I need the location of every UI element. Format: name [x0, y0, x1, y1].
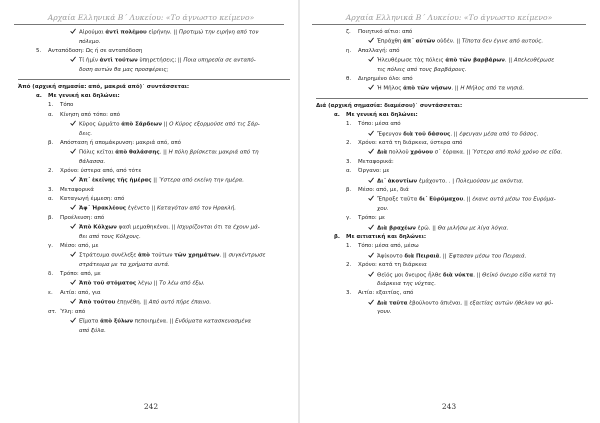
checkmark-icon: [70, 56, 79, 66]
line-text: Ἡ Μῆλος: [377, 85, 404, 92]
highlighted-phrase: Ἀπὸ τούτου: [79, 299, 116, 306]
example-continuation: [18, 130, 286, 139]
line-text: ||: [161, 121, 170, 128]
highlighted-phrase: ἀπὸ τῶν νήσων: [403, 85, 452, 92]
meaning-item: [18, 111, 286, 120]
highlighted-phrase: ἀντὶ πολέμου: [105, 29, 147, 36]
right-page-number: 243: [441, 402, 457, 411]
highlighted-phrase: διὰ Πειραιᾶ: [404, 253, 440, 260]
line-text: Τόπο: μέσα από, μέσω: [358, 243, 419, 250]
section-heading: [18, 83, 286, 92]
translation-text: Ο Κύρος εξορμούσε από τις Σάρ-: [169, 121, 260, 128]
line-text: Χρόνο: ύστερα από, από τότε: [60, 167, 142, 174]
line-text: ὑπηρετήσεις; ||: [137, 57, 184, 64]
example-line: [18, 56, 286, 66]
translation-text: στράτευμα με τα χρήματα αυτά.: [79, 261, 170, 268]
meaning-item: [316, 28, 584, 37]
item-label: 2.: [346, 262, 352, 269]
meaning-item: [316, 120, 584, 129]
meaning-item: [18, 47, 286, 56]
line-text: λέγω ||: [136, 280, 160, 287]
line-text: Μεταφορικά:: [358, 159, 394, 166]
item-label: β.: [346, 187, 352, 194]
highlighted-phrase: Διὰ βραχέων: [377, 225, 416, 232]
example-continuation: [316, 280, 584, 289]
line-text: Ανταπόδοση: Ως ή σε ανταπόδοση: [48, 47, 143, 54]
line-text: . ||: [451, 85, 461, 92]
left-page-body: [10, 25, 292, 336]
line-text: Απαλλαγή: από: [358, 47, 400, 54]
line-text: Ύλη: από: [60, 308, 86, 315]
left-page: [10, 0, 292, 423]
translation-text: τις πόλεις από τους βαρβάρους.: [377, 66, 467, 73]
line-text: Ἀπό (αρχική σημασία: από, μακριά από)˙ συντάσσεται:: [18, 84, 190, 91]
line-text: Εἵματα: [79, 318, 101, 325]
line-text: . ||: [473, 272, 483, 279]
line-text: ἐρῶ. ||: [415, 225, 438, 232]
highlighted-phrase: ἀπὸ τῶν βαρβάρων: [445, 57, 505, 64]
line-text: οὐδέν. ||: [435, 38, 462, 45]
line-text: . ||: [219, 252, 229, 259]
translation-text: Τίποτα δεν έγινε από αυτούς.: [461, 38, 544, 45]
translation-text: από ξύλα.: [79, 327, 106, 334]
line-text: Θεῖός μοι ὄνειρος ἦλθε: [377, 272, 443, 279]
meaning-item: [316, 158, 584, 167]
checkmark-icon: [368, 224, 377, 234]
translation-text: Καταγόταν από τον Ηρακλή.: [156, 205, 237, 212]
translation-text: Έφτασαν μέσω του Πειραιά.: [448, 253, 527, 260]
line-text: Μέσο: από, με: [60, 242, 99, 249]
meaning-item: [316, 214, 584, 223]
case-heading: [316, 233, 584, 242]
highlighted-phrase: χρόνου: [410, 149, 433, 156]
checkmark-icon: [368, 148, 377, 158]
case-heading: [316, 111, 584, 120]
line-text: Με γενική και δηλώνει:: [346, 112, 418, 119]
example-continuation: [18, 261, 286, 270]
line-text: . ||: [463, 196, 473, 203]
line-text: Προέλευση: από: [60, 214, 105, 221]
translation-text: διάρκεια της νύχτας.: [377, 281, 436, 288]
translation-text: Η Μήλος από τα νησιά.: [460, 85, 525, 92]
translation-text: έφευγαν μέσα από το δάσος.: [459, 131, 539, 138]
checkmark-icon: [368, 195, 377, 205]
line-text: Αἰρούμαι: [79, 29, 106, 36]
line-text: Αιτία: από, για: [60, 289, 101, 296]
highlighted-phrase: ἀντὶ τούτων: [99, 57, 138, 64]
example-line: [316, 56, 584, 66]
line-text: σ΄ ἑόρακα. ||: [432, 149, 472, 156]
item-label: γ.: [48, 242, 54, 249]
left-running-head: Αρχαία Ελληνικά Β΄ Λυκείου: «Το άγνωστο κείμενο»: [47, 13, 255, 22]
highlighted-phrase: Ἀπὸ Κόλχων: [79, 224, 117, 231]
example-continuation: [18, 233, 286, 242]
line-text: Κῦρος ὡρμᾶτο: [79, 121, 122, 128]
translation-text: Ισχυρίζονται ότι τα έχουν μά-: [177, 224, 260, 231]
line-text: Όργανο: με: [358, 168, 390, 175]
translation-text: Το λέω από έξω.: [159, 280, 205, 287]
line-text: τούτων: [149, 252, 175, 259]
example-line: [316, 148, 584, 158]
meaning-item: [316, 261, 584, 270]
checkmark-icon: [368, 130, 377, 140]
translation-text: Η πόλη βρίσκεται μακριά από τη: [168, 149, 259, 156]
section-divider: [316, 98, 588, 99]
example-continuation: [18, 66, 286, 75]
meaning-item: [18, 214, 286, 223]
line-text: Μέσο: από, με, διά: [358, 187, 409, 194]
meaning-item: [316, 47, 584, 56]
highlighted-phrase: ἀπὸ ξύλων: [100, 318, 133, 325]
line-text: Διά (αρχική σημασία: διαμέσου)˙ συντάσσεται:: [316, 102, 463, 109]
example-line: [316, 271, 584, 281]
line-text: Τρόπο: με: [358, 215, 385, 222]
translation-text: Ποια υπηρεσία σε ανταπό-: [183, 57, 256, 64]
example-continuation: [316, 205, 584, 214]
translation-text: Ύστερα από πολύ χρόνο σε είδα.: [471, 149, 563, 156]
highlighted-phrase: Διὰ ταῦτα: [377, 300, 408, 307]
line-text: πεποιημένα. ||: [132, 318, 176, 325]
line-text: Χρόνο: κατά τη διάρκεια: [358, 262, 427, 269]
checkmark-icon: [368, 56, 377, 66]
meaning-item: [18, 270, 286, 279]
meaning-item: [316, 289, 584, 298]
line-text: Απόσταση ή απομάκρυνση: μακριά από, από: [60, 139, 181, 146]
line-text: Ποιητικό αίτιο: από: [358, 29, 413, 35]
line-text: Τόπο: μέσα από: [358, 121, 401, 128]
meaning-item: [18, 195, 286, 204]
example-line: [18, 223, 286, 233]
item-label: θ.: [346, 76, 352, 83]
meaning-item: [316, 186, 584, 195]
translation-text: θει από τους Κόλχους.: [79, 233, 141, 240]
section-divider: [18, 79, 290, 80]
line-text: Κίνηση από τόπο: από: [60, 111, 121, 118]
line-text: Αιτία: εξαιτίας, από: [358, 290, 414, 297]
item-label: α.: [48, 111, 54, 118]
right-page-body: [308, 25, 590, 318]
translation-text: Θεϊκό όνειρο είδα κατά τη: [482, 272, 556, 279]
checkmark-icon: [70, 204, 79, 214]
checkmark-icon: [368, 37, 377, 47]
translation-text: γουν.: [377, 309, 392, 316]
item-label: 1.: [346, 121, 352, 128]
highlighted-phrase: Ἀπὸ τοῦ στόματος: [79, 280, 137, 287]
translation-text: συγκέντρωσε: [228, 252, 266, 259]
example-line: [18, 204, 286, 214]
checkmark-icon: [368, 271, 377, 281]
line-text: Μεταφορικά: [60, 186, 94, 193]
translation-text: πόλεμο.: [79, 38, 101, 45]
item-label: α.: [346, 168, 352, 175]
line-text: ἐπῃνέθη. ||: [115, 299, 149, 306]
translation-text: θάλασσα.: [79, 158, 106, 165]
line-text: Με αιτιατική και δηλώνει:: [346, 234, 427, 241]
meaning-item: [18, 186, 286, 195]
checkmark-icon: [70, 223, 79, 233]
line-text: . ||: [450, 131, 460, 138]
highlighted-phrase: τῶν χρημάτων: [174, 252, 220, 259]
highlighted-phrase: ἀπ΄ αὐτῶν: [403, 38, 436, 45]
item-label: 1.: [346, 243, 352, 250]
example-continuation: [18, 38, 286, 47]
right-page: [308, 0, 590, 423]
translation-text: Ενδύματα κατασκευασμένα: [175, 318, 252, 325]
meaning-item: [18, 139, 286, 148]
line-text: Τρόπο: από, με: [60, 271, 101, 278]
translation-text: Ύστερα από εκείνη την ημέρα.: [158, 177, 244, 184]
translation-text: Θα μιλήσω με λίγα λόγια.: [437, 225, 509, 232]
line-text: ἐμάχοντο. . |: [417, 178, 456, 185]
highlighted-phrase: διὰ τοῦ δάσους: [403, 131, 451, 138]
section-heading: [316, 102, 584, 111]
line-text: εἰρήνην. ||: [146, 29, 179, 36]
line-text: Ἔφευγον: [377, 131, 404, 138]
highlighted-phrase: δι΄ Εὐρύμαχου: [418, 196, 464, 203]
example-line: [316, 37, 584, 47]
item-label: δ.: [48, 271, 54, 278]
line-text: Στράτευμα συνέλεξε: [79, 252, 138, 259]
checkmark-icon: [70, 120, 79, 130]
translation-text: εξαιτίας αυτών ήθελαν να φύ-: [469, 300, 554, 307]
checkmark-icon: [70, 148, 79, 158]
translation-text: δεις.: [79, 130, 93, 137]
example-line: [18, 120, 286, 130]
meaning-item: [18, 242, 286, 251]
highlighted-phrase: Ἀπ΄ ἐκείνης τῆς ἡμέρας: [79, 177, 152, 184]
item-label: 3.: [48, 186, 54, 193]
example-line: [18, 279, 286, 289]
item-label: β.: [334, 234, 341, 241]
example-continuation: [316, 66, 584, 75]
line-text: . ||: [504, 57, 514, 64]
item-label: 2.: [48, 167, 54, 174]
example-continuation: [316, 308, 584, 317]
checkmark-icon: [70, 28, 79, 38]
item-label: α.: [334, 112, 340, 119]
checkmark-icon: [368, 84, 377, 94]
line-text: ἐγένετο ||: [126, 205, 157, 212]
highlighted-phrase: ἀπὸ Σάρδεων: [121, 121, 162, 128]
highlighted-phrase: ἀπὸ: [137, 252, 150, 259]
item-label: ζ.: [346, 29, 351, 35]
item-label: α.: [36, 93, 42, 100]
item-label: 3.: [346, 290, 352, 297]
item-label: β.: [48, 139, 54, 146]
example-line: [18, 176, 286, 186]
line-text: ἐβούλοντο ἀπιέναι. ||: [407, 300, 470, 307]
highlighted-phrase: διὰ νύκτα: [442, 272, 474, 279]
line-text: Ἠλευθέρωσε τὰς πόλεις: [377, 57, 446, 64]
checkmark-icon: [70, 317, 79, 327]
right-running-head: Αρχαία Ελληνικά Β΄ Λυκείου: «Το άγνωστο κείμενο»: [345, 13, 553, 22]
checkmark-icon: [70, 251, 79, 261]
example-line: [316, 177, 584, 187]
example-line: [18, 148, 286, 158]
meaning-item: [316, 242, 584, 251]
item-label: β.: [48, 214, 54, 221]
highlighted-phrase: ἀπὸ θαλάσσης: [115, 149, 160, 156]
meaning-item: [316, 139, 584, 148]
meaning-item: [316, 75, 584, 84]
line-text: . ||: [439, 253, 449, 260]
example-line: [316, 299, 584, 309]
item-label: 2.: [346, 140, 352, 147]
line-text: πολλοῦ: [387, 149, 411, 156]
translation-text: Προτιμώ την ειρήνη από τον: [178, 29, 259, 36]
checkmark-icon: [70, 279, 79, 289]
case-heading: [18, 92, 286, 101]
example-line: [316, 130, 584, 140]
meaning-item: [18, 101, 286, 110]
line-text: Ἀφίκοντο: [377, 253, 405, 260]
example-line: [18, 298, 286, 308]
checkmark-icon: [368, 177, 377, 187]
item-label: ε.: [48, 289, 53, 296]
line-text: Χρόνο: κατά τη διάρκεια, ύστερα από: [358, 140, 463, 147]
item-label: 1.: [48, 102, 54, 109]
line-text: Καταγωγή έμμεση: από: [60, 195, 125, 202]
highlighted-phrase: Διὰ: [377, 149, 388, 156]
example-line: [18, 251, 286, 261]
example-continuation: [18, 327, 286, 336]
example-line: [18, 28, 286, 38]
line-text: ||: [151, 177, 159, 184]
line-text: Διηρημένο όλο: από: [358, 76, 413, 83]
translation-text: Απελευθέρωσε: [513, 57, 555, 64]
item-label: η.: [346, 47, 352, 54]
line-text: Τί ἡμῖν: [79, 57, 100, 64]
highlighted-phrase: Ἀφ΄ Ἡρακλέους: [79, 205, 127, 212]
highlighted-phrase: Δι΄ ἀκοντίων: [377, 178, 418, 185]
meaning-item: [18, 167, 286, 176]
example-line: [18, 317, 286, 327]
line-text: . ||: [159, 149, 169, 156]
meaning-item: [18, 308, 286, 317]
item-label: α.: [48, 195, 54, 202]
translation-text: δοση αυτών θα μας προσφέρεις;: [79, 66, 169, 73]
item-label: στ.: [48, 308, 57, 315]
checkmark-icon: [70, 298, 79, 308]
translation-text: Από αυτό πήρε έπαινο.: [148, 299, 212, 306]
line-text: φασὶ μεμαθηκέναι. ||: [116, 224, 178, 231]
item-label: γ.: [346, 215, 352, 222]
checkmark-icon: [70, 176, 79, 186]
line-text: Τόπο: [60, 102, 74, 109]
translation-text: χου.: [377, 206, 389, 213]
item-label: 3.: [346, 159, 352, 166]
meaning-item: [316, 167, 584, 176]
example-line: [316, 224, 584, 234]
example-line: [316, 195, 584, 205]
example-continuation: [18, 158, 286, 167]
line-text: Ἔπραξε ταῦτα: [377, 196, 419, 203]
meaning-item: [18, 289, 286, 298]
line-text: Ἐπράχθη: [377, 38, 404, 45]
line-text: Με γενική και δηλώνει:: [48, 93, 120, 100]
checkmark-icon: [368, 299, 377, 309]
translation-text: Πολεμούσαν με ακόντια.: [455, 178, 524, 185]
book-gutter: [298, 0, 300, 423]
item-label: 5.: [36, 47, 42, 54]
example-line: [316, 84, 584, 94]
translation-text: έκανε αυτά μέσω του Ευρύμα-: [472, 196, 556, 203]
line-text: Πόλις κεῖται: [79, 149, 116, 156]
example-line: [316, 252, 584, 262]
left-page-number: 242: [143, 402, 159, 411]
checkmark-icon: [368, 252, 377, 262]
